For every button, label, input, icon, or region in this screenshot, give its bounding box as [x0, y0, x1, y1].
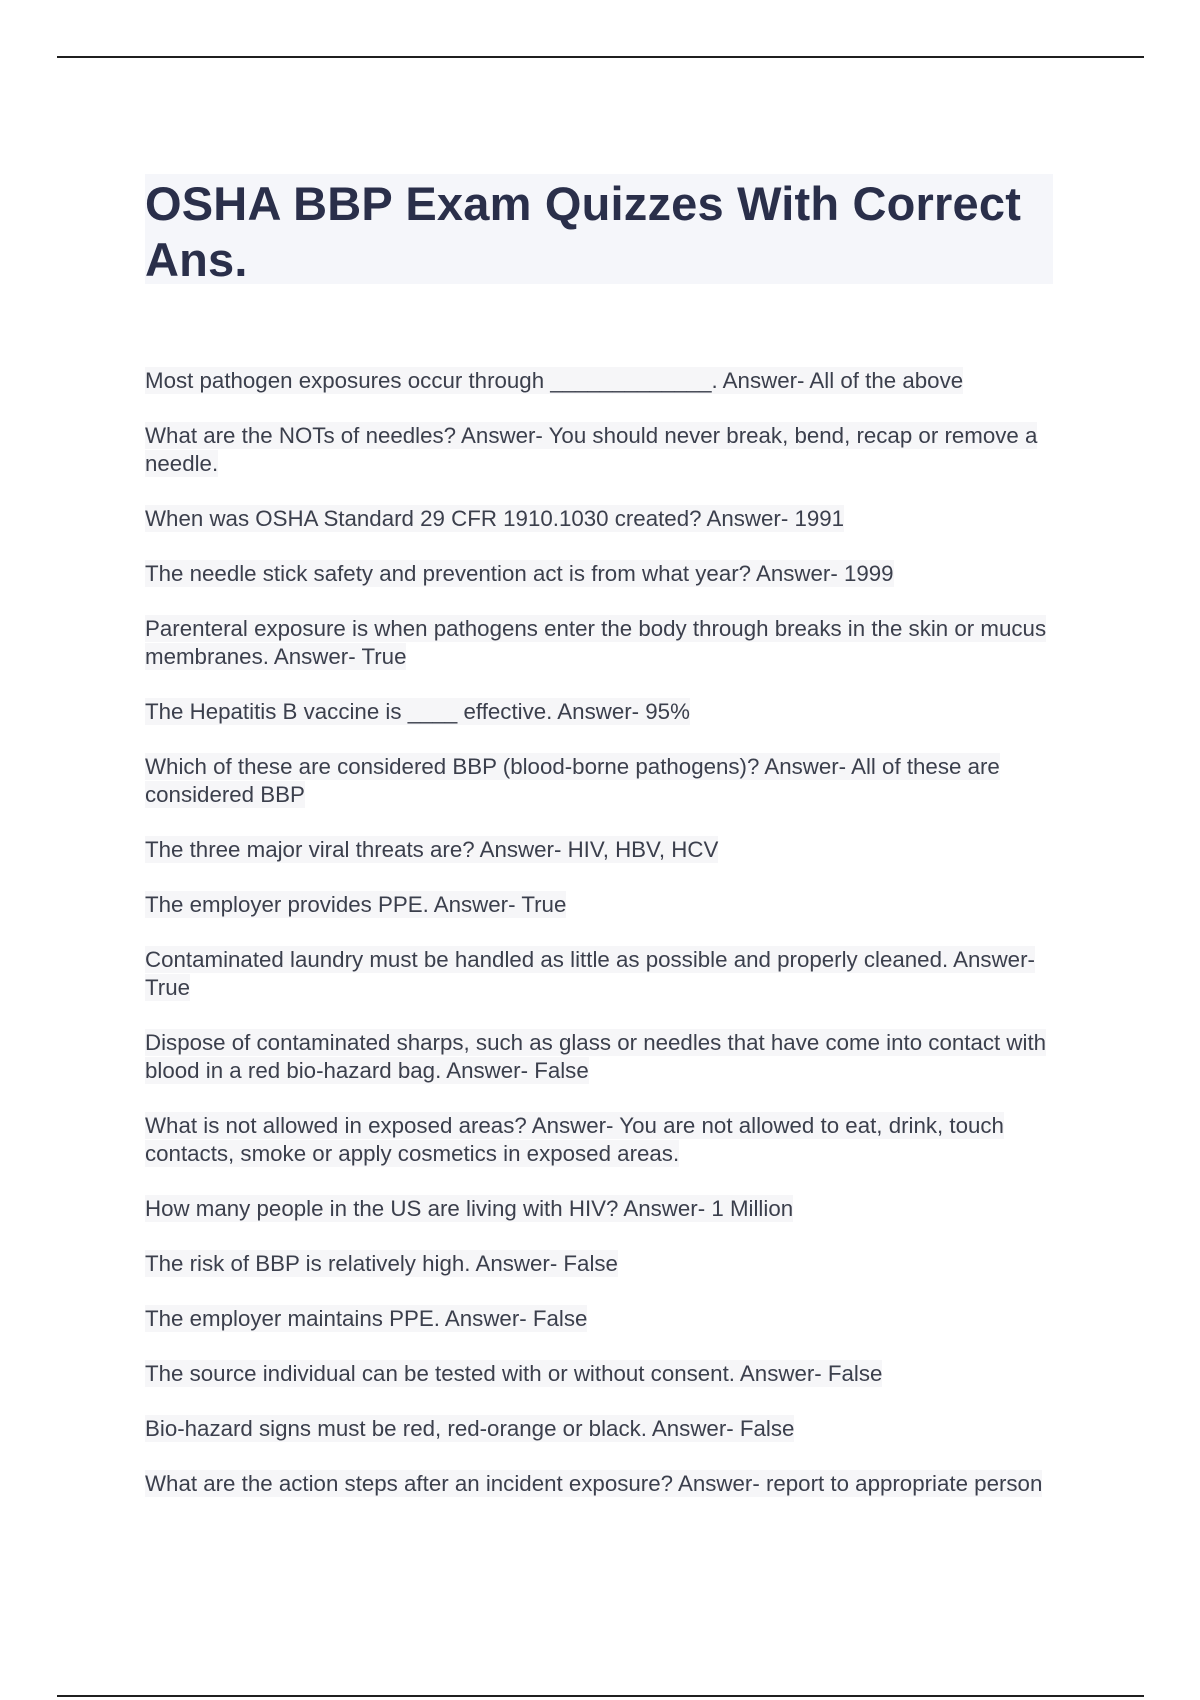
qa-item — [145, 946, 1055, 1002]
qa-item — [145, 753, 1055, 809]
qa-item-text: The needle stick safety and prevention act is from what year? Answer- 1999 — [145, 561, 894, 586]
qa-item — [145, 422, 1055, 478]
qa-item-text: How many people in the US are living with HIV? Answer- 1 Million — [145, 1196, 794, 1221]
top-rule — [57, 56, 1144, 58]
qa-item-text: The risk of BBP is relatively high. Answer- False — [145, 1251, 618, 1276]
title-block — [145, 174, 1053, 284]
qa-item — [145, 560, 1055, 588]
qa-item — [145, 1360, 1055, 1388]
qa-item-text: Contaminated laundry must be handled as little as possible and properly cleaned. Answer- True — [145, 947, 1035, 1000]
qa-item — [145, 1470, 1055, 1498]
bottom-rule — [57, 1695, 1144, 1697]
qa-item — [145, 367, 1055, 395]
qa-item — [145, 1305, 1055, 1333]
qa-item — [145, 1195, 1055, 1223]
qa-item-text: The source individual can be tested with or without consent. Answer- False — [145, 1361, 883, 1386]
qa-item-text: What are the action steps after an incident exposure? Answer- report to appropriate person — [145, 1471, 1043, 1496]
qa-item-text: Dispose of contaminated sharps, such as glass or needles that have come into contact with blood in a red bio-hazard bag. Answer- False — [145, 1030, 1047, 1083]
qa-item — [145, 1112, 1055, 1168]
qa-item-text: The employer provides PPE. Answer- True — [145, 892, 567, 917]
qa-item-text: Bio-hazard signs must be red, red-orange or black. Answer- False — [145, 1416, 795, 1441]
qa-item — [145, 505, 1055, 533]
qa-item — [145, 1029, 1055, 1085]
qa-item-text: Most pathogen exposures occur through _____________. Answer- All of the above — [145, 368, 964, 393]
qa-item — [145, 836, 1055, 864]
qa-list — [145, 367, 1055, 1525]
qa-item — [145, 698, 1055, 726]
qa-item — [145, 1415, 1055, 1443]
qa-item — [145, 1250, 1055, 1278]
qa-item-text: The three major viral threats are? Answer- HIV, HBV, HCV — [145, 837, 719, 862]
qa-item-text: When was OSHA Standard 29 CFR 1910.1030 created? Answer- 1991 — [145, 506, 845, 531]
qa-item-text: Parenteral exposure is when pathogens enter the body through breaks in the skin or mucus membranes. Answer- True — [145, 616, 1047, 669]
qa-item-text: Which of these are considered BBP (blood-borne pathogens)? Answer- All of these are considered BBP — [145, 754, 1000, 807]
qa-item-text: What are the NOTs of needles? Answer- You should never break, bend, recap or remove a needle. — [145, 423, 1038, 476]
page-title: OSHA BBP Exam Quizzes With Correct Ans. — [145, 177, 1022, 286]
qa-item-text: The Hepatitis B vaccine is ____ effective. Answer- 95% — [145, 699, 690, 724]
qa-item-text: The employer maintains PPE. Answer- False — [145, 1306, 588, 1331]
qa-item — [145, 615, 1055, 671]
qa-item-text: What is not allowed in exposed areas? Answer- You are not allowed to eat, drink, touch contacts, smoke or apply cosmetics in exposed areas. — [145, 1113, 1004, 1166]
qa-item — [145, 891, 1055, 919]
